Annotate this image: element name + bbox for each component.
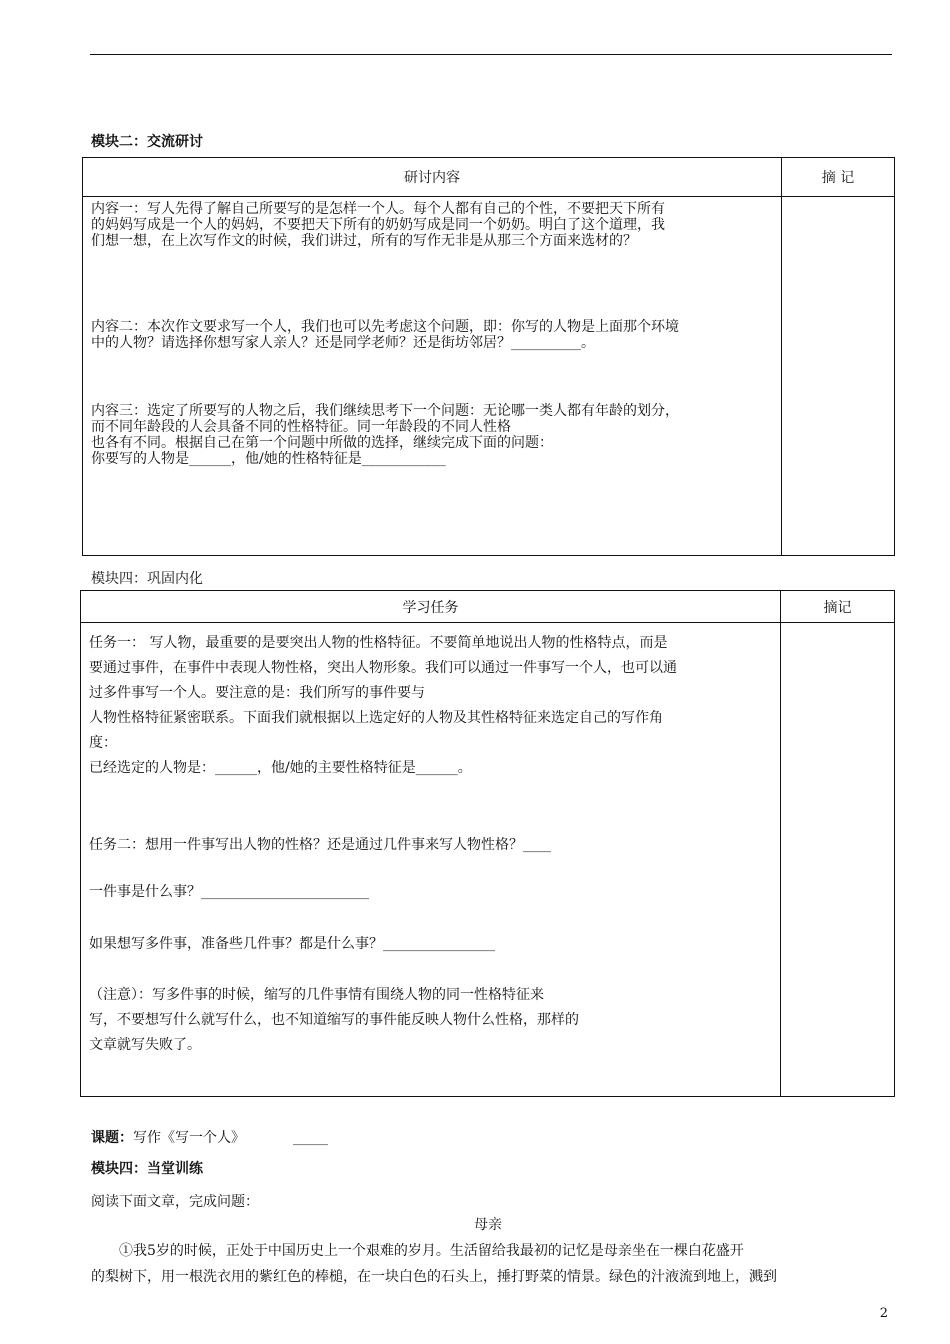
- task-header: 学习任务: [81, 591, 781, 623]
- discussion-table: [82, 157, 895, 556]
- task-note: （注意）：写多件事的时候，缩写的几件事情有围绕人物的同一性格特征来 写，不要想写什么就写什么，也不知道缩写的事件能反映人物什么性格，那样的 文章就写失败了。: [89, 987, 579, 1053]
- task-notes-cell: [781, 623, 895, 1097]
- content-one: 内容一：写人先得了解自己所要写的是怎样一个人。每个人都有自己的个性，不要把天下所有 的妈妈写成是一个人的妈妈，不要把天下所有的奶奶写成是同一个奶奶。明白了这个道理，我 们想一想，在上次写作文的时候，我们讲过，所有的写作无非是从那三个方面来选材的？: [91, 201, 665, 249]
- task-table: [80, 590, 895, 1097]
- module2-title: 模块二：交流研讨: [91, 134, 203, 150]
- article-line: ①我5岁的时候，正处于中国历史上一个艰难的岁月。生活留给我最初的记忆是母亲坐在一棵白花盛开: [119, 1243, 744, 1259]
- content-three: 内容三：选定了所要写的人物之后，我们继续思考下一个问题：无论哪一类人都有年龄的划分， 而不同年龄段的人会具备不同的性格特征。同一年龄段的不同人性格 也各有不同。根据自己在第一个问题中所做的选择，继续完成下面的问题： 你要写的人物是______，他/她的性格特征是____________: [91, 403, 679, 467]
- discussion-notes-cell: [782, 197, 895, 556]
- one-event-question: 一件事是什么事？________________________: [89, 884, 369, 900]
- topic-label: 课题：: [91, 1130, 133, 1146]
- task-two: 任务二：想用一件事写出人物的性格？还是通过几件事来写人物性格？____: [89, 837, 551, 853]
- task-content-cell: [81, 623, 781, 1097]
- discussion-content-cell: [83, 197, 782, 556]
- module4a-title: 模块四：巩固内化: [91, 571, 203, 587]
- article-line: 的梨树下，用一根洗衣用的紫红色的棒槌，在一块白色的石头上，捶打野菜的情景。绿色的汁液流到地上，溅到: [91, 1269, 777, 1285]
- topic-line: [91, 1127, 328, 1147]
- module4b-title: 模块四：当堂训练: [91, 1161, 203, 1177]
- header-rule: [90, 54, 892, 55]
- article-title: 母亲: [474, 1217, 502, 1233]
- discussion-content-header: 研讨内容: [83, 158, 782, 197]
- task-one: 任务一： 写人物，最重要的是要突出人物的性格特征。不要简单地说出人物的性格特点，而是 要通过事件，在事件中表现人物性格，突出人物形象。我们可以通过一件事写一个人，也可以通 过多件事写一个人。要注意的是：我们所写的事件要与 人物性格特征紧密联系。下面我们就根据以上选定好的人物及其性格特征来选定自己的写作角 度： 已经选定的人物是：______，他/她的主要性格特征是______。: [89, 635, 677, 776]
- topic-text: 写作《写一个人》: [133, 1130, 245, 1146]
- reading-instruction: 阅读下面文章，完成问题：: [91, 1194, 259, 1210]
- article-body: [91, 1238, 895, 1290]
- multi-events-question: 如果想写多件事，准备些几件事？都是什么事？________________: [89, 936, 495, 952]
- content-two: 内容二：本次作文要求写一个人，我们也可以先考虑这个问题，即：你写的人物是上面那个环境 中的人物？请选择你想写家人亲人？还是同学老师？还是街坊邻居？__________。: [91, 319, 679, 351]
- discussion-notes-header: 摘 记: [782, 158, 895, 197]
- task-notes-header: 摘记: [781, 591, 895, 623]
- page-number: 2: [879, 1306, 888, 1321]
- topic-blank: _____: [293, 1130, 328, 1146]
